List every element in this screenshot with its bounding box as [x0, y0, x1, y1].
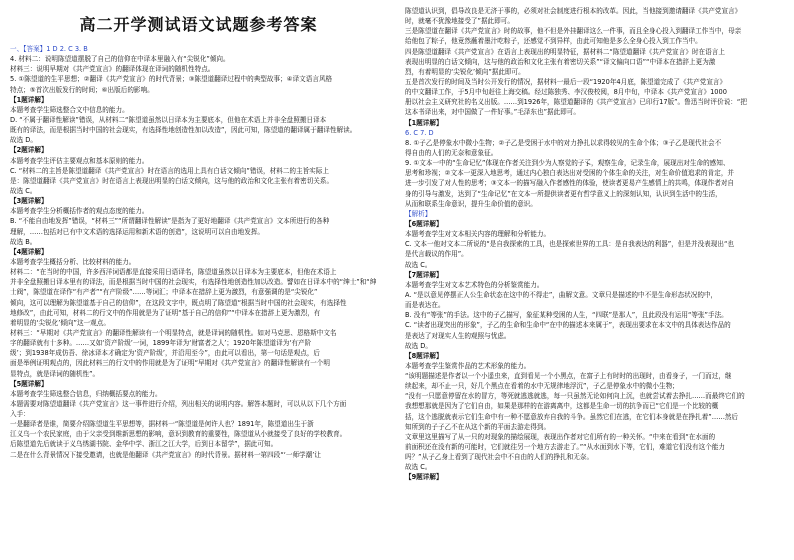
- left-text-line: 本题考查学生概括分析、比较材料的能力。: [10, 257, 136, 266]
- left-text-line: 倾向，这可以理解为陈望道基于自己的信仰”，在这段文字中，既点明了陈望道“根据当时中国的社会现实，有选择性: [10, 298, 347, 307]
- left-text-line: 【3题详解】: [10, 197, 48, 206]
- right-text-line: 是代言载议的作用”。: [405, 250, 468, 259]
- right-text-line: 而是表达在。: [405, 301, 445, 310]
- left-text-line: 材料三：说明早期对《共产党宣言》的翻译体现在译词的随机性特点。: [10, 65, 215, 74]
- right-text-line: 本题考查学生对文本相关内容的理解和分析能力。: [405, 230, 551, 239]
- right-text-line: 9. ①文本一中的“生命记忆”体现在作者关注到少为人察觉的子孓，观察生命，记录生命，展现出对生命的感知、: [405, 159, 730, 168]
- right-text-line: 时，就毫不犹豫地接受了”据此即可。: [405, 17, 514, 26]
- left-text-line: 材料二：“在当时的中国，许多西洋词语都是直接采用日语译名，陈望道虽然以日译本为主要底本，但他在术语上: [10, 268, 337, 277]
- right-text-line: 8. ①子乙是停象水中微小生物；②子乙是受困于水中的对力挣扎以求得较见的生命个体；③子乙是现代社会不: [405, 138, 722, 147]
- left-text-line: 故选 D。: [10, 136, 37, 145]
- right-text-line: 【9题详解】: [405, 473, 443, 482]
- left-column: [10, 44, 385, 460]
- left-text-line: 显特点，就是译词的随机性”。: [10, 369, 100, 378]
- right-text-line: C. “读者出现突出的形象”，子乙的生命和生命中“在中的描述本来属于”，表现出要求在本文中的具体表达作品的: [405, 321, 731, 330]
- left-text-line: 地修改”，由此可知，材料二的行文中的作用就是为了证明“基于自己的信仰”“中译本在措辞上更为激烈，有: [10, 308, 321, 317]
- right-text-line: 进一步引发了对人性的思考；③文本一的描写融入作者感性的体验，使读者更易产生感情上的共鸣，体现作者对自: [405, 179, 735, 188]
- left-text-line: 既有的译法，而是根据当时中国的社会现实，有选择性地创造性加以改造”，因此可知，陈望道的翻译属于翻译性解读。: [10, 126, 357, 135]
- right-text-line: 三是陈望道在翻译《共产党宣言》时的故事，他不但是外挂翻译这么一件事，而且全身心投入到翻译工作当中，母亲: [405, 27, 742, 36]
- right-text-line: “该明题描述是作者以一个小遥虫来，直到看见一个小黑点，在富子上有时时的出现时，由看身子，一门而过，继: [405, 372, 732, 381]
- right-text-line: 文章里这里描写了从一只的对现象的描绘展现，表现出作者对它们所有的一种关怀。“中来在看到“在水面的: [405, 432, 716, 441]
- left-text-line: B. “不能自由地发挥”错误，“材料三”“所谓翻译性解读”是指为了更好地翻译《共产党宣言》文本所进行的各种: [10, 217, 330, 226]
- right-column: [405, 6, 780, 483]
- right-text-line: 续起来，却不止一只，好几个黑点在看着的水中无规律地浮沉”，子乙是停象水中的微小生物；: [405, 382, 679, 391]
- right-text-line: 得自由的人们的无奈和意象征。: [405, 148, 498, 157]
- left-text-line: 本题考查学生筛选整合信息，归纳概括要点的能力。: [10, 389, 162, 398]
- right-text-line: 表现出明显的白话文倾向，这与他的政治和文化主张有着密切关系”“译文偏向口语”“中译本在措辞上更为激: [405, 57, 716, 66]
- right-text-line: 本题考查学生对文本艺术特色的分析鉴赏能力。: [405, 280, 544, 289]
- right-text-line: 故选 C。: [405, 260, 432, 269]
- left-text-line: 5. ①陈望道的生平思想；②翻译《共产党宣言》的时代背景；③陈望道翻译过程中的典型故事；④译文语言风格: [10, 75, 333, 84]
- left-text-line: 材料三：“早期对《共产党宣言》的翻译性解读有一个明显特点，就是译词的随机性。如对马克思、恩格斯中文名: [10, 328, 337, 337]
- left-text-line: 故选 B。: [10, 237, 37, 246]
- left-text-line: 级’；到1938年成仿吾、徐冰译本才确定为‘资产阶级’，并沿用至今”，由此可以看出，第一句话是观点，后: [10, 349, 321, 358]
- right-text-line: 册以社会主义研究社的名义出版。……到1926年，陈望道翻译的《共产党宣言》已印行17版”。鲁迅当时评价说：“把: [405, 98, 747, 107]
- left-text-line: 故选 C。: [10, 186, 37, 195]
- right-text-line: 【6题详解】: [405, 219, 443, 228]
- left-text-line: 一、【答案】1 D 2. C 3. B: [10, 45, 88, 53]
- right-text-line: 的中文翻译工作，于5月中旬赶往上海交稿。经过陈独秀、李汉俊校阅，8月中旬，中译本《共产党宣言》1000: [405, 88, 727, 97]
- left-text-line: 江义乌一个农民家庭，由于父亲受到维新思想的影响，意识到教育的重要性，陈望道从小就接受了良好的学校教育。: [10, 430, 347, 439]
- right-text-line: 【1题详解】: [405, 118, 443, 127]
- right-text-line: 五是首次发行的时间及当时公开发行的情况，据材料一最后一段“1920年4月底，陈望道完成了《共产党宣言》: [405, 77, 727, 86]
- right-text-line: 是表达了对现实人生的观照与忧虑。: [405, 331, 511, 340]
- left-text-line: D. “不属于翻译性解读”错误，从材料二“陈望道虽然以日译本为主要底本，但他在术语上并非全盘照搬日译本: [10, 115, 327, 124]
- right-text-line: 本题考查学生鉴赏作品的艺术形象的能力。: [405, 361, 531, 370]
- left-text-line: 并非全盘照搬日译本里有的译法，而是根据当时中国的社会现实，有选择性地创造性加以改造。譬如在日译本中的“绅士”和“绅: [10, 278, 377, 287]
- right-text-line: 故选 D。: [405, 341, 432, 350]
- right-text-line: 四是陈望道翻译《共产党宣言》在语言上表现出的明显特征，据材料二“陈望道翻译《共产党宣言》时在语言上: [405, 47, 725, 56]
- right-text-line: 陈望道认识到，倡导改良是无济于事的，必须对社会制度进行根本的改革。因此，当他接到邀请翻译《共产党宣言》: [405, 7, 742, 15]
- right-text-line: 6. C 7. D: [405, 128, 434, 137]
- left-text-line: 士阀”，陈望道在译作“有产者”“有产阶级”……等词汇；中译本在措辞上更为激烈，有意强调的是“尖锐化”: [10, 288, 318, 297]
- right-text-line: C. 文本一他对文本二所说的“是自我探索的工具，也是探索世界的工具：是自我表达的利器”，但是并没表现出“也: [405, 240, 734, 249]
- right-text-line: 括，这个逃脱就表示它们生命中有一种不愿意放弃自我的斗争。虽然它们在逃，在它们本身就是在挣扎着”……然后: [405, 412, 739, 421]
- left-text-line: 本题考查学生筛选整合文中信息的能力。: [10, 105, 129, 114]
- left-text-line: 【5题详解】: [10, 379, 48, 388]
- left-text-line: 特点；⑤首次出版发行的时间；⑥出版后的影响。: [10, 85, 154, 94]
- right-text-line: 【8题详解】: [405, 351, 443, 360]
- right-text-line: “没有一只愿意停留在水的冒方，等死就逃逃就逃，每一只虽然无论如何向上沉，也就尝试着去挣扎……而最终它们的: [405, 392, 745, 401]
- left-text-line: 【2题详解】: [10, 146, 48, 155]
- left-text-line: 二是在什么背景情况下接受邀请，也就是他翻译《共产党宣言》的时代背景。据材料一第四段“‘一师学潮’让: [10, 450, 321, 459]
- right-text-line: 从而和联系生命意识，提升生命价值的意识。: [405, 199, 537, 208]
- left-text-line: 一是翻译者是谁，简要介绍陈望道生平思想等，据材料一“陈望道是何许人也？1891年，陈望道出生于浙: [10, 420, 314, 429]
- right-text-line: A. “是以意见停摆正人公生命状态在这中的不得走”，曲解文意。文章只是描述的中不是生命形态状况的中，: [405, 290, 718, 299]
- right-text-line: 【解析】: [405, 209, 432, 218]
- right-text-line: 给他包了粽子，他竟然蘸着墨汁吃粽子，还感觉不到异样，由此可知他是多么全身心投入到工作当中。: [405, 37, 702, 46]
- left-text-line: 面是举例证明观点的，因此材料三的行文中的作用就是为了证明“早期对《共产党宣言》的翻译性解读有一个明: [10, 359, 330, 368]
- left-text-line: 4. 材料二：说明陈望道摆脱了自己的信仰在中译本里融入有“尖锐化”倾向。: [10, 55, 230, 64]
- right-text-line: 这本书译出来，对中国做了一件好事。”毛泽东也”据此即可。: [405, 108, 580, 117]
- right-text-line: 吗？”从子乙身上看到了现代社会中不自由的人们的挣扎和无奈。: [405, 453, 594, 462]
- left-text-line: 本题考查学生分析概括作者的观点态度的能力。: [10, 207, 149, 216]
- left-text-line: 是：陈望道翻译《共产党宣言》时在语言上表现出明显的白话文倾向，这与他的政治和文化主张有着密切关系。: [10, 176, 334, 185]
- right-text-line: 知所到的子子乙不在从这个新的平面去游走得到。: [405, 422, 551, 431]
- left-text-line: 【1题详解】: [10, 95, 48, 104]
- right-text-line: 思考和珍视；②文本一更深入地思考，通过内心独白表达出对受困的个体生命的关注，对生命价值追求的肯定，并: [405, 169, 735, 178]
- right-text-line: 烈，有着明显的‘尖锐化’倾向”据此即可。: [405, 67, 525, 76]
- left-text-line: C. “材料二的主旨是陈望道翻译《共产党宣言》时在语言的选用上具有白话文倾向”错误，材料二的主旨实际上: [10, 166, 329, 175]
- left-text-line: 本题需要对陈望道翻译《共产党宣言》这一事件进行介绍，列出相关的说明内容。解答本题时，可以从以下几个方面: [10, 399, 347, 408]
- right-text-line: 前面积还在没有新的可能时，它们就往另一个地方去游走了。”“从水面到水下等，它们，难道它们没有这个能力: [405, 443, 726, 452]
- left-text-line: 理解，……包括对已有中文术语的选择运用和新术语的创造”，这说明可以自由地发挥。: [10, 227, 264, 236]
- left-text-line: 后陈望道先后就读于义乌绣湖书院、金华中学、浙江之江大学，后到日本留学”，据此可知。: [10, 440, 278, 449]
- left-text-line: 【4题详解】: [10, 247, 48, 256]
- right-text-line: 我想想那就是因为了它们自由，如果是那样的在游离离中，这都是生命一切的抗争而已“它们是一个比较的概: [405, 402, 719, 411]
- left-text-line: 本题考查学生评估主要观点和基本原则的能力。: [10, 156, 149, 165]
- left-text-line: 入手：: [10, 410, 30, 419]
- page-title: 高二开学测试语文试题参考答案: [79, 15, 318, 34]
- right-text-line: B. 没有“等张”的手法。这中的子乙描写，象征某种受困的人生，“四联”是那人”，且此段没有运用“等张”手法。: [405, 311, 728, 320]
- right-text-line: 故选 C。: [405, 463, 432, 472]
- left-text-line: 字的翻译就有十多种。……又如‘资产阶级’一词，1899年译为‘财富者之人’；1920年陈望道译为‘有产阶: [10, 339, 312, 348]
- right-text-line: 【7题详解】: [405, 270, 443, 279]
- left-text-line: 着明显的‘尖锐化’倾向”这一观点。: [10, 318, 110, 327]
- right-text-line: 身的引导与激发，达到了“生命记忆”在文本一所提供读者更有哲学意义上的深刻认知，认识到生活中的生活，: [405, 189, 722, 198]
